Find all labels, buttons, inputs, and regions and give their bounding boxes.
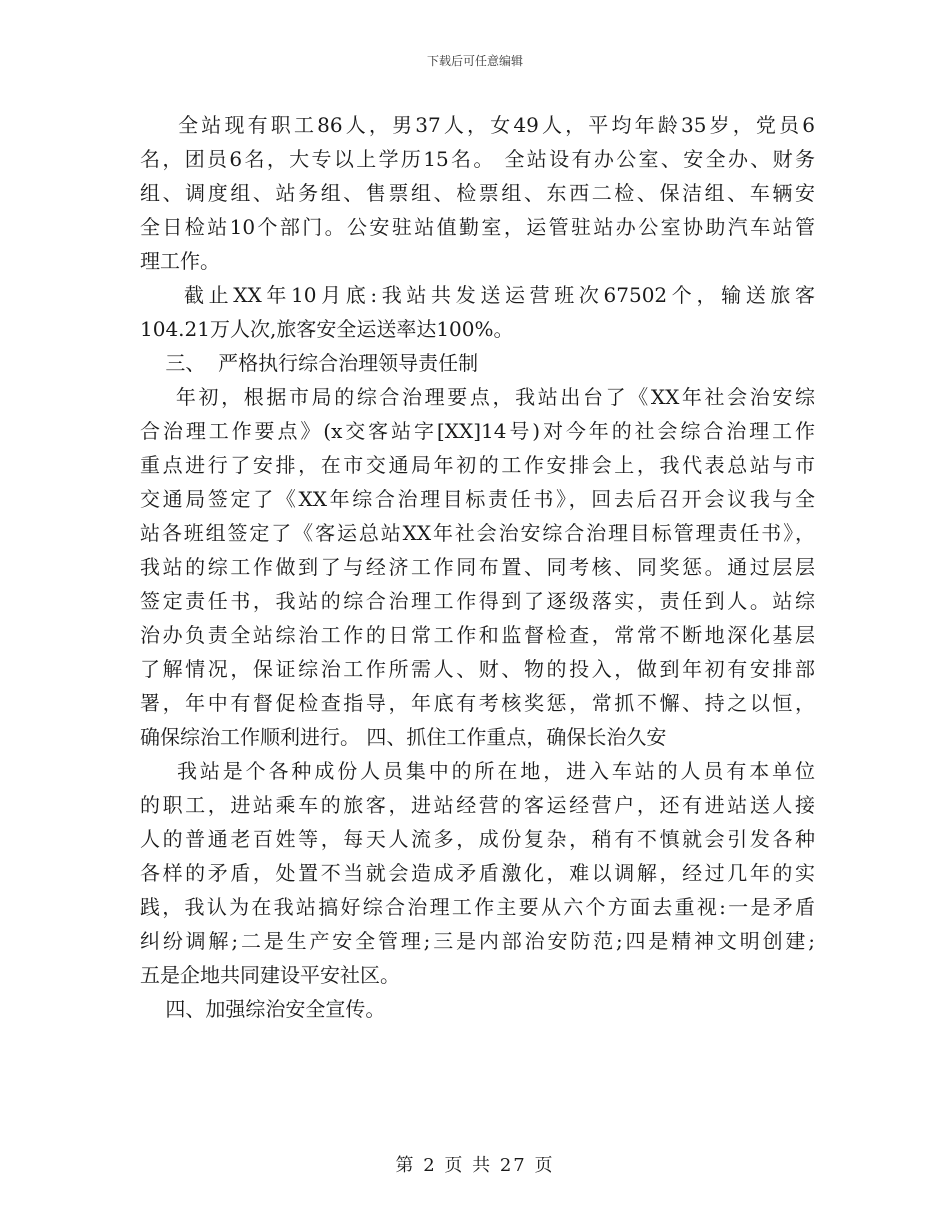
body-line: 全日检站10个部门。公安驻站值勤室，运管驻站办公室协助汽车站管 <box>140 215 815 239</box>
body-line: 组、调度组、站务组、售票组、检票组、东西二检、保洁组、车辆安 <box>140 181 815 205</box>
section-heading: 四、加强综治安全宣传。 <box>140 997 386 1021</box>
body-line: 交通局签定了《XX年综合治理目标责任书》，回去后召开会议我与全 <box>140 487 815 511</box>
body-line: 名，团员6名，大专以上学历15名。 全站设有办公室、安全办、财务 <box>140 147 815 171</box>
section-heading: 三、 严格执行综合治理领导责任制 <box>140 351 479 375</box>
body-line: 的职工，进站乘车的旅客，进站经营的客运经营户，还有进站送人接 <box>140 793 815 817</box>
body-line: 人的普通老百姓等，每天人流多，成份复杂，稍有不慎就会引发各种 <box>140 827 815 851</box>
body-line: 纠纷调解;二是生产安全管理;三是内部治安防范;四是精神文明创建; <box>140 929 815 953</box>
body-line: 我站是个各种成份人员集中的所在地，进入车站的人员有本单位 <box>140 759 815 783</box>
body-line: 合治理工作要点》(x交客站字[XX]14号)对今年的社会综合治理工作 <box>140 419 815 443</box>
body-line: 我站的综工作做到了与经济工作同布置、同考核、同奖惩。通过层层 <box>140 555 815 579</box>
body-line: 了解情况，保证综治工作所需人、财、物的投入，做到年初有安排部 <box>140 657 815 681</box>
body-line: 重点进行了安排，在市交通局年初的工作安排会上，我代表总站与市 <box>140 453 815 477</box>
body-line: 104.21万人次,旅客安全运送率达100%。 <box>140 317 514 341</box>
body-line: 确保综治工作顺利进行。 四、抓住工作重点，确保长治久安 <box>140 725 667 749</box>
document-body <box>140 108 815 1026</box>
body-line: 各样的矛盾，处置不当就会造成矛盾激化，难以调解，经过几年的实 <box>140 861 815 885</box>
body-line: 年初，根据市局的综合治理要点，我站出台了《XX年社会治安综 <box>140 385 815 409</box>
body-line: 治办负责全站综治工作的日常工作和监督检查，常常不断地深化基层 <box>140 623 815 647</box>
body-line: 站各班组签定了《客运总站XX年社会治安综合治理目标管理责任书》， <box>140 521 815 545</box>
body-line: 截止XX年10月底:我站共发送运营班次67502个，输送旅客 <box>140 283 815 307</box>
body-line: 践，我认为在我站搞好综合治理工作主要从六个方面去重视:一是矛盾 <box>140 895 815 919</box>
body-line: 五是企地共同建设平安社区。 <box>140 963 400 987</box>
page-number: 第 2 页 共 27 页 <box>395 1155 555 1176</box>
body-line: 签定责任书，我站的综合治理工作得到了逐级落实，责任到人。站综 <box>140 589 815 613</box>
page-header: 下载后可任意编辑 <box>426 54 523 68</box>
body-line: 署，年中有督促检查指导，年底有考核奖惩，常抓不懈、持之以恒， <box>140 691 815 715</box>
body-line: 全站现有职工86人，男37人，女49人，平均年龄35岁，党员6 <box>140 113 815 137</box>
body-line: 理工作。 <box>140 249 220 273</box>
